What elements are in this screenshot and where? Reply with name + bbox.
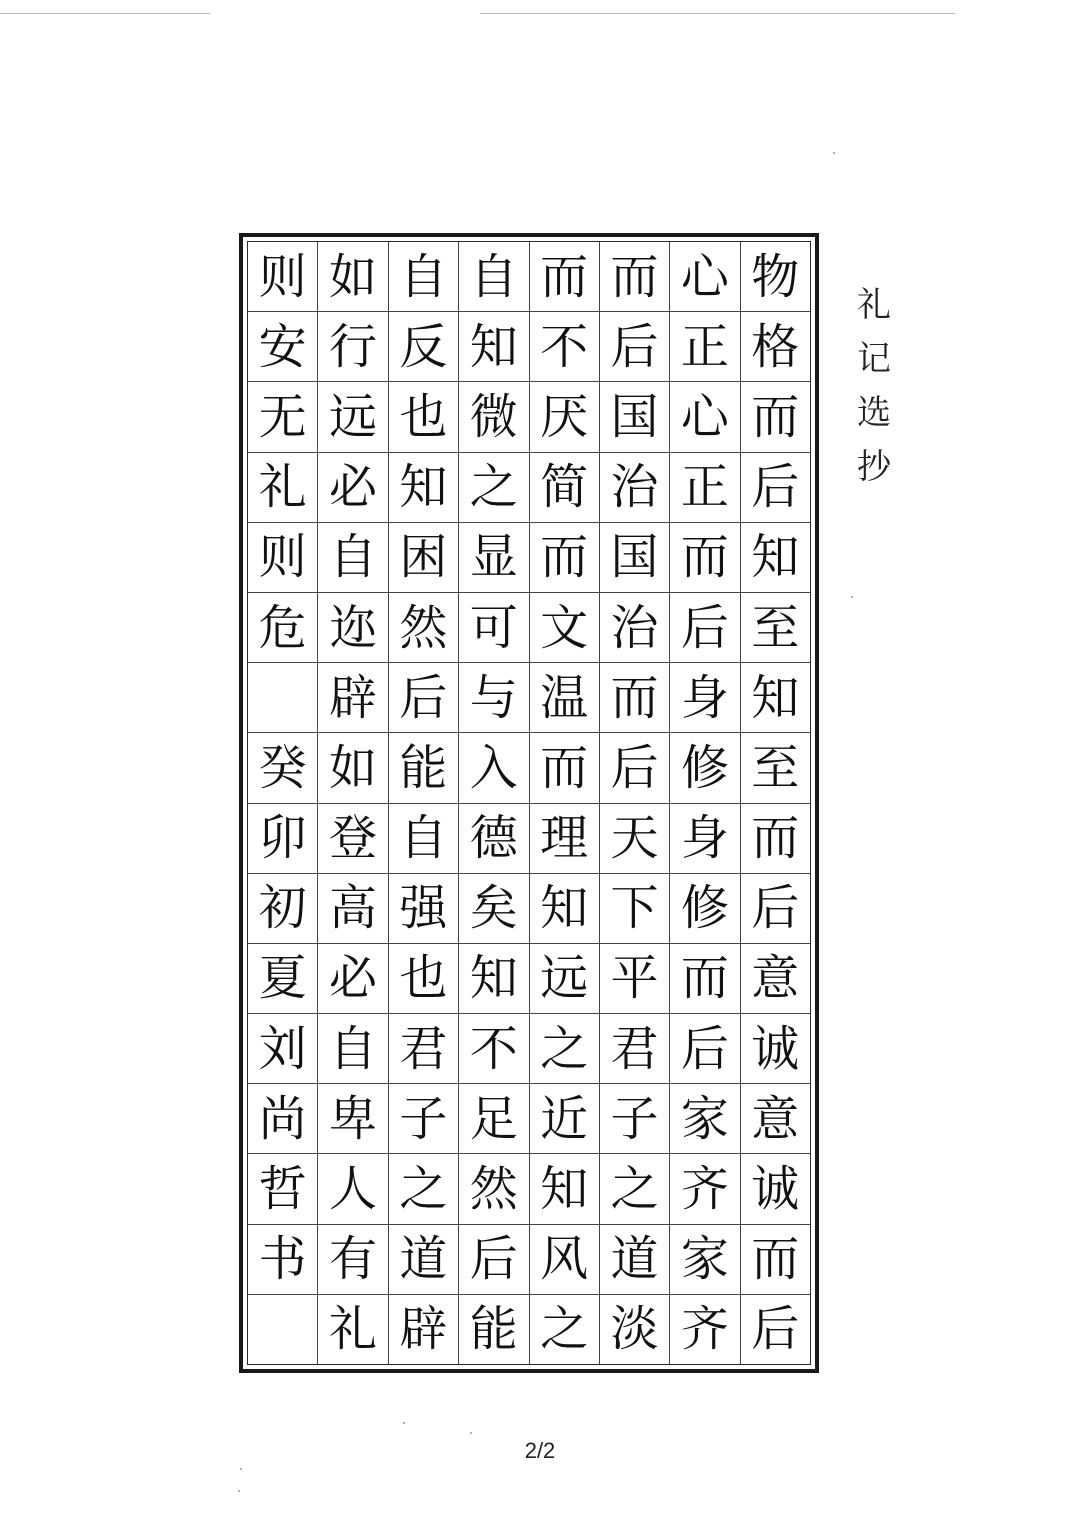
grid-cell: 自	[389, 242, 458, 312]
grid-cell: 高	[318, 874, 387, 944]
grid-cell: 治	[600, 453, 669, 523]
grid-cell: 登	[318, 804, 387, 874]
grid-cell: 自	[389, 804, 458, 874]
grid-cell: 国	[600, 523, 669, 593]
grid-cell: 微	[459, 382, 528, 452]
grid-cell: 卑	[318, 1084, 387, 1154]
scan-artifact-top-right	[480, 13, 955, 14]
grid-column	[740, 242, 810, 1364]
grid-cell: 尚	[248, 1084, 317, 1154]
grid-cell: 无	[248, 382, 317, 452]
grid-cell: 文	[530, 593, 599, 663]
grid-cell: 心	[670, 242, 739, 312]
calligraphy-sheet	[239, 233, 819, 1373]
grid-cell: 子	[389, 1084, 458, 1154]
grid-cell: 齐	[680, 1301, 729, 1358]
grid-cell: 有	[318, 1225, 387, 1295]
grid-column	[599, 242, 669, 1364]
grid-cell: 自	[318, 523, 387, 593]
grid-cell: 辟	[318, 663, 387, 733]
grid-cell: 反	[389, 312, 458, 382]
grid-cell: 格	[741, 312, 810, 382]
grid-cell: 知	[530, 874, 599, 944]
grid-cell: 辟	[399, 1301, 448, 1358]
grid-cell: 初	[248, 874, 317, 944]
grid-cell: 哲	[248, 1154, 317, 1224]
grid-cell: 也	[389, 382, 458, 452]
grid-cell: 后	[751, 1301, 800, 1358]
grid-cell: 则	[248, 523, 317, 593]
grid-cell: 而	[600, 242, 669, 312]
side-title	[852, 278, 896, 494]
grid-cell: 迩	[318, 593, 387, 663]
side-title-char: 记	[857, 339, 891, 379]
grid-cell: 知	[741, 663, 810, 733]
grid-cell: 诚	[741, 1014, 810, 1084]
grid-cell: 如	[318, 733, 387, 803]
grid-cell: 而	[530, 733, 599, 803]
scan-speck	[403, 1422, 405, 1424]
grid-cell: 修	[670, 733, 739, 803]
grid-cell: 远	[530, 944, 599, 1014]
grid-cell: 后	[670, 593, 739, 663]
grid-column	[458, 242, 528, 1364]
grid-cell: 下	[600, 874, 669, 944]
grid-cell	[248, 663, 317, 733]
grid-cell: 至	[741, 733, 810, 803]
grid-cell: 德	[459, 804, 528, 874]
grid-cell: 君	[600, 1014, 669, 1084]
grid-cell	[248, 1295, 317, 1364]
page-number: 2/2	[524, 1438, 556, 1463]
grid-cell: 意	[741, 944, 810, 1014]
grid-column	[529, 242, 599, 1364]
grid-cell: 而	[600, 663, 669, 733]
grid-cell: 道	[389, 1225, 458, 1295]
grid-cell: 足	[459, 1084, 528, 1154]
grid-cell: 后	[600, 733, 669, 803]
grid-cell: 必	[318, 944, 387, 1014]
grid-cell: 则	[248, 242, 317, 312]
grid-cell: 平	[600, 944, 669, 1014]
grid-cell: 身	[670, 804, 739, 874]
grid-cell: 国	[600, 382, 669, 452]
grid-cell: 自	[318, 1014, 387, 1084]
grid-cell: 知	[459, 312, 528, 382]
grid-cell: 显	[459, 523, 528, 593]
grid-cell: 厌	[530, 382, 599, 452]
grid-cell: 然	[389, 593, 458, 663]
grid-cell: 必	[318, 453, 387, 523]
grid-cell: 物	[741, 242, 810, 312]
grid-cell: 意	[741, 1084, 810, 1154]
grid-cell: 家	[670, 1225, 739, 1295]
grid-cell: 知	[389, 453, 458, 523]
grid-cell: 修	[670, 874, 739, 944]
grid-cell: 而	[530, 242, 599, 312]
grid-cell: 书	[248, 1225, 317, 1295]
grid-cell: 与	[459, 663, 528, 733]
grid-cell: 正	[670, 453, 739, 523]
grid-cell: 夏	[248, 944, 317, 1014]
grid-cell: 齐	[670, 1154, 739, 1224]
grid-cell: 能	[469, 1301, 518, 1358]
grid-cell: 而	[670, 944, 739, 1014]
grid-cell: 矣	[459, 874, 528, 944]
scan-speck	[833, 152, 835, 154]
grid-cell: 心	[670, 382, 739, 452]
grid-cell: 刘	[248, 1014, 317, 1084]
grid-cell: 道	[600, 1225, 669, 1295]
scan-speck	[240, 1468, 242, 1470]
grid-cell: 困	[389, 523, 458, 593]
grid-column	[669, 242, 739, 1364]
grid-cell: 之	[459, 453, 528, 523]
grid-cell: 后	[389, 663, 458, 733]
grid-cell: 后	[459, 1225, 528, 1295]
grid-cell: 而	[741, 1225, 810, 1295]
grid-cell: 风	[530, 1225, 599, 1295]
grid-cell: 君	[389, 1014, 458, 1084]
scan-speck	[470, 1432, 472, 1434]
character-grid	[247, 241, 811, 1365]
scan-speck	[238, 1490, 240, 1492]
grid-cell: 知	[530, 1154, 599, 1224]
grid-cell: 行	[318, 312, 387, 382]
grid-cell: 淡	[610, 1301, 659, 1358]
grid-cell: 癸	[248, 733, 317, 803]
grid-column	[248, 242, 317, 1364]
grid-column	[388, 242, 458, 1364]
grid-cell: 危	[248, 593, 317, 663]
grid-cell: 简	[530, 453, 599, 523]
grid-cell: 而	[670, 523, 739, 593]
grid-cell: 温	[530, 663, 599, 733]
grid-cell: 强	[389, 874, 458, 944]
side-title-char: 礼	[857, 285, 891, 325]
grid-cell: 后	[741, 453, 810, 523]
scan-speck	[851, 596, 853, 598]
side-title-char: 选	[857, 393, 891, 433]
grid-cell: 自	[459, 242, 528, 312]
grid-cell: 卯	[248, 804, 317, 874]
grid-cell: 而	[741, 382, 810, 452]
grid-cell: 不	[459, 1014, 528, 1084]
grid-cell: 能	[389, 733, 458, 803]
grid-cell: 安	[248, 312, 317, 382]
grid-cell: 至	[741, 593, 810, 663]
grid-cell: 后	[741, 874, 810, 944]
grid-cell: 礼	[248, 453, 317, 523]
grid-cell: 而	[530, 523, 599, 593]
grid-cell: 远	[318, 382, 387, 452]
grid-cell: 礼	[329, 1301, 378, 1358]
grid-cell: 知	[459, 944, 528, 1014]
grid-cell: 诚	[741, 1154, 810, 1224]
grid-cell: 近	[530, 1084, 599, 1154]
grid-cell: 之	[540, 1301, 589, 1358]
grid-cell: 然	[459, 1154, 528, 1224]
side-title-char: 抄	[857, 447, 891, 487]
grid-cell: 后	[600, 312, 669, 382]
grid-cell: 如	[318, 242, 387, 312]
grid-cell: 身	[670, 663, 739, 733]
grid-cell: 入	[459, 733, 528, 803]
grid-cell: 子	[600, 1084, 669, 1154]
grid-cell: 治	[600, 593, 669, 663]
grid-cell: 家	[670, 1084, 739, 1154]
grid-cell: 之	[389, 1154, 458, 1224]
grid-cell: 后	[670, 1014, 739, 1084]
grid-cell: 之	[530, 1014, 599, 1084]
grid-cell: 可	[459, 593, 528, 663]
grid-cell: 理	[530, 804, 599, 874]
grid-cell: 不	[530, 312, 599, 382]
scan-artifact-top-left	[0, 13, 210, 14]
grid-cell: 而	[741, 804, 810, 874]
grid-cell: 知	[741, 523, 810, 593]
grid-cell: 人	[318, 1154, 387, 1224]
grid-cell: 天	[600, 804, 669, 874]
grid-column	[317, 242, 387, 1364]
grid-cell: 之	[600, 1154, 669, 1224]
grid-cell: 正	[670, 312, 739, 382]
grid-cell: 也	[389, 944, 458, 1014]
